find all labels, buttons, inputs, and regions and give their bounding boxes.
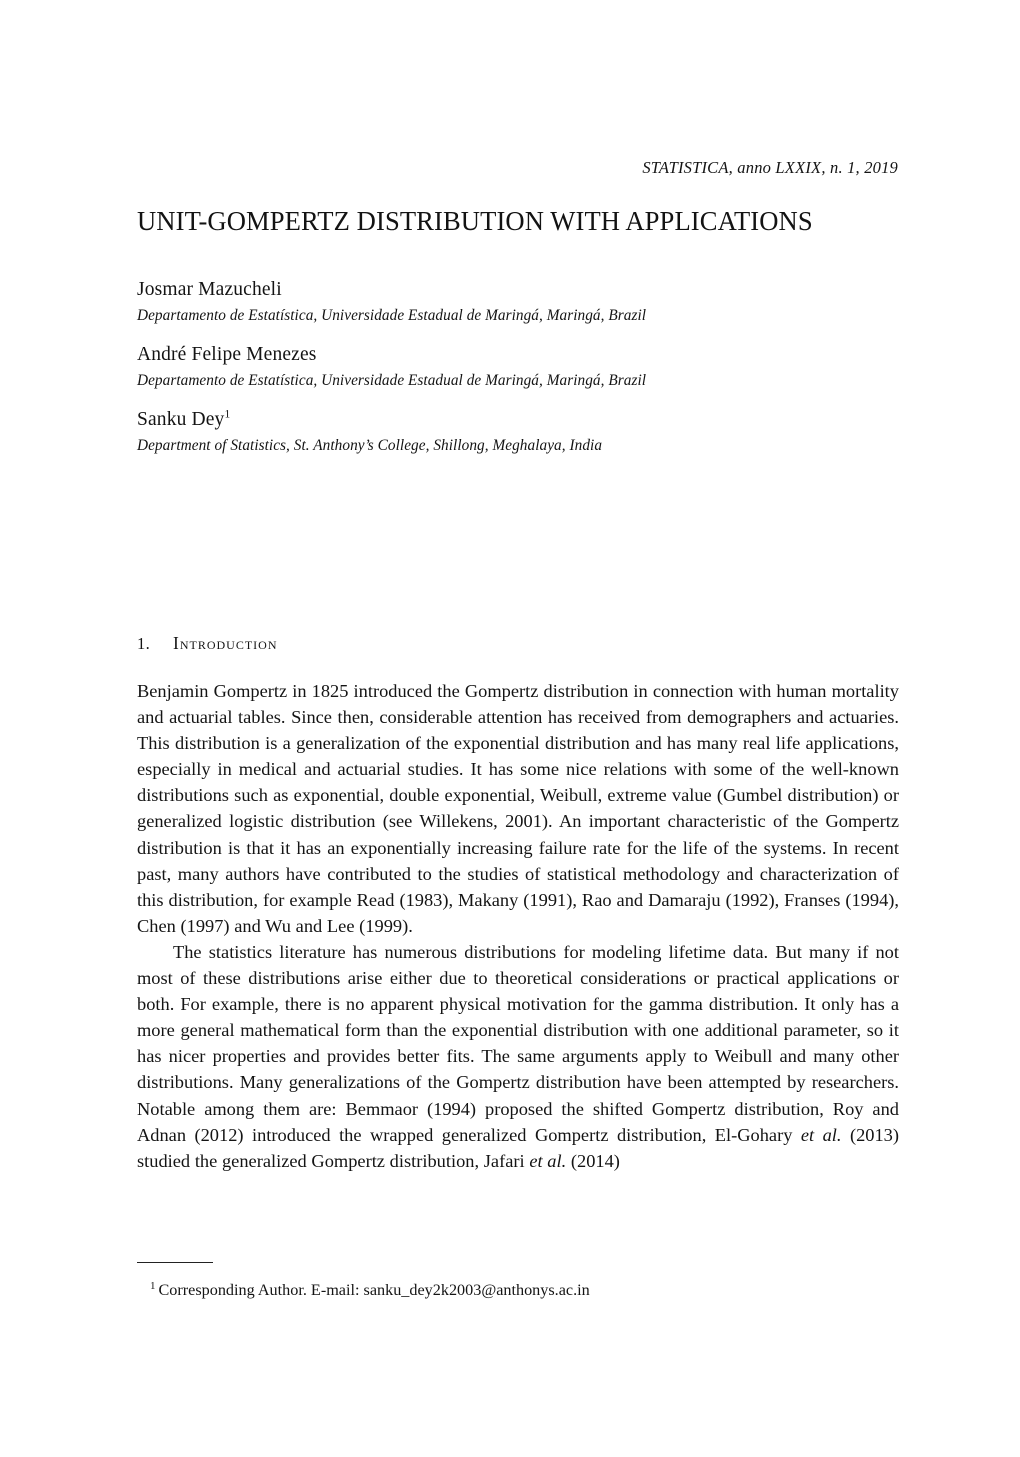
author-name	[137, 406, 898, 433]
author-entry	[137, 341, 898, 393]
footnote	[137, 1279, 898, 1301]
author-entry	[137, 276, 898, 328]
section-number: 1.	[137, 634, 151, 653]
author-name	[137, 341, 898, 368]
author-name	[137, 276, 898, 303]
body-text	[137, 678, 899, 1174]
author-affiliation: Department of Statistics, St. Anthony’s College, Shillong, Meghalaya, India	[137, 437, 603, 454]
author-entry	[137, 406, 898, 458]
paragraph: Benjamin Gompertz in 1825 introduced the Gompertz distribution in connection with human mortality and actuarial tables. Since then, considerable attention has received from demographers and actuaries. This distribution is a generalization of the exponential distribution and has many real life applications, especially in medical and actuarial studies. It has some nice relations with some of the well-known distributions such as exponential, double exponential, Weibull, extreme value (Gumbel distribution) or generalized logistic distribution (see Willekens, 2001). An important characteristic of the Gompertz distribution is that it has an exponentially increasing failure rate for the life of the systems. In recent past, many authors have contributed to the studies of statistical methodology and characterization of this distribution, for example Read (1983), Makany (1991), Rao and Damaraju (1992), Franses (1994), Chen (1997) and Wu and Lee (1999).	[137, 681, 899, 936]
footnote-marker: 1	[150, 1279, 156, 1292]
paragraph: The statistics literature has numerous distributions for modeling lifetime data. But many if not most of these distributions arise either due to theoretical considerations or practical applications or both. For example, there is no apparent physical motivation for the gamma distribution. It only has a more general mathematical form than the exponential distribution with one additional parameter, so it has nicer properties and provides better fits. The same arguments apply to Weibull and many other distributions. Many generalizations of the Gompertz distribution have been attempted by researchers. Notable among them are: Bemmaor (1994) proposed the shifted Gompertz distribution, Roy and Adnan (2012) introduced the wrapped generalized Gompertz distribution, El-Gohary et al. (2013) studied the generalized Gompertz distribution, Jafari et al. (2014)	[137, 941, 899, 1171]
author-name-text: André Felipe Menezes	[137, 344, 317, 365]
section-title: Introduction	[173, 633, 278, 653]
author-name-text: Sanku Dey	[137, 409, 225, 430]
section-heading	[137, 633, 898, 654]
footnote-text: Corresponding Author. E-mail: sanku_dey2k2003@anthonys.ac.in	[158, 1281, 590, 1299]
running-head: STATISTICA, anno LXXIX, n. 1, 2019	[642, 158, 898, 177]
author-affiliation: Departamento de Estatística, Universidade Estadual de Maringá, Maringá, Brazil	[137, 307, 647, 324]
author-list	[137, 276, 898, 471]
footnote-separator	[137, 1262, 213, 1263]
page-title: UNIT-GOMPERTZ DISTRIBUTION WITH APPLICATIONS	[137, 206, 813, 236]
corresponding-author-marker: 1	[224, 408, 231, 421]
author-name-text: Josmar Mazucheli	[137, 279, 282, 300]
author-affiliation: Departamento de Estatística, Universidade Estadual de Maringá, Maringá, Brazil	[137, 372, 647, 389]
